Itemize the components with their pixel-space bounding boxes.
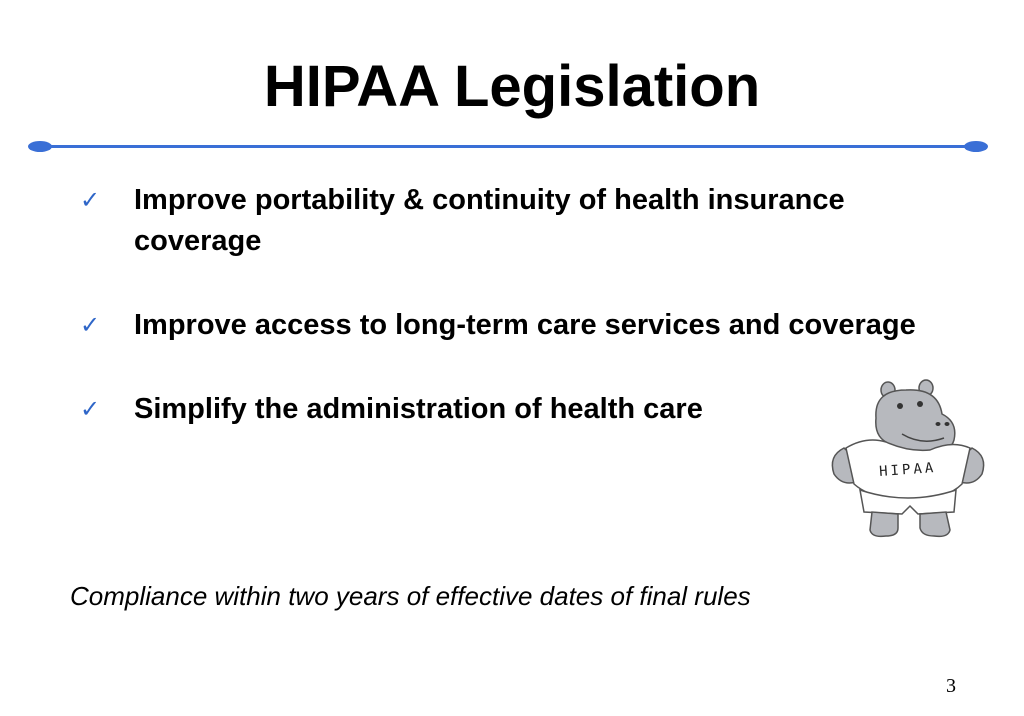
hippo-mascot-icon	[826, 378, 990, 543]
title-divider	[28, 141, 988, 152]
check-icon: ✓	[80, 311, 101, 339]
bullet-text: Improve access to long-term care services and coverage	[134, 309, 916, 341]
slide-title: HIPAA Legislation	[263, 54, 761, 119]
bullet-text: Simplify the administration of health care	[134, 393, 703, 425]
compliance-note: Compliance within two years of effective dates of final rules	[70, 581, 751, 611]
check-icon: ✓	[80, 395, 101, 423]
bullet-item	[78, 305, 958, 346]
check-icon: ✓	[80, 186, 101, 214]
page-number: 3	[946, 675, 956, 697]
svg-text:HIPAA: HIPAA	[878, 460, 937, 480]
bullet-text: Improve portability & continuity of health insurance coverage	[134, 184, 845, 257]
bullet-item	[78, 180, 958, 262]
